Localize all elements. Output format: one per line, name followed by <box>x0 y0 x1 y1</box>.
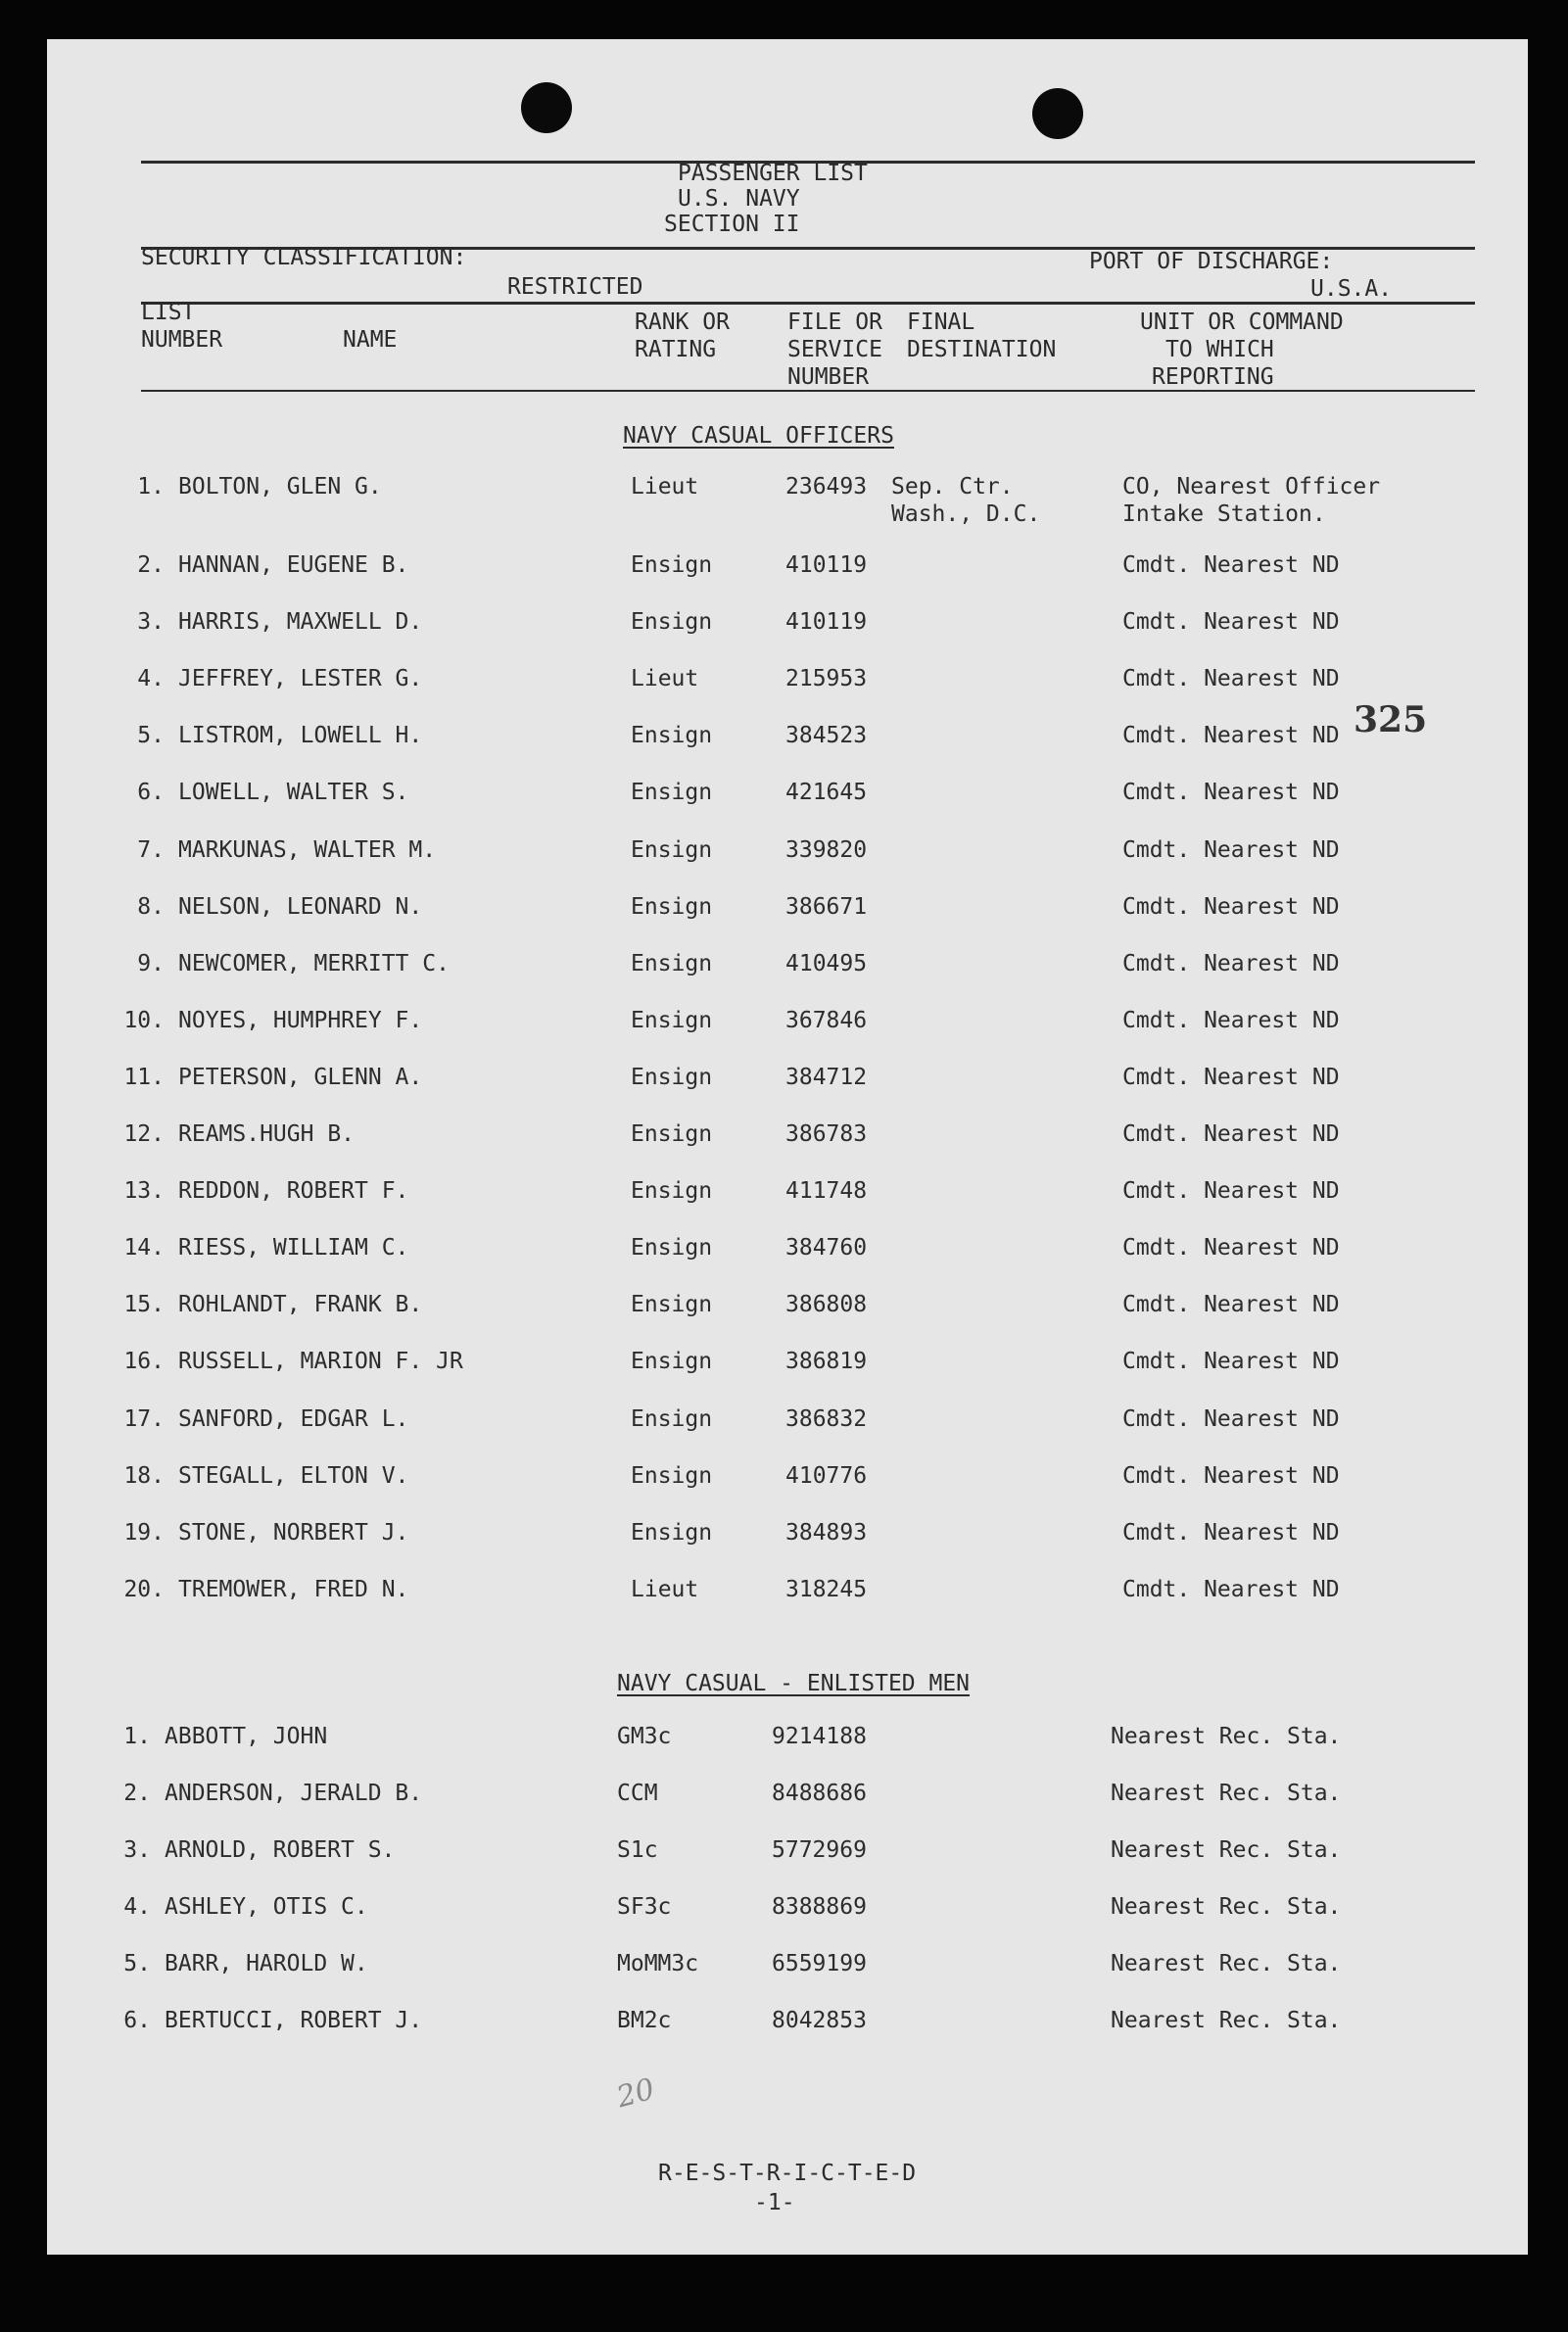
row-unit: Nearest Rec. Sta. <box>1111 1894 1342 1920</box>
row-name: LOWELL, WALTER S. <box>178 780 409 805</box>
row-unit: Nearest Rec. Sta. <box>1111 1837 1342 1863</box>
document-page <box>47 39 1528 2255</box>
row-rank: SF3c <box>617 1894 672 1920</box>
row-unit: Cmdt. Nearest ND <box>1122 837 1340 863</box>
row-number: 12. <box>123 1121 165 1147</box>
row-name: PETERSON, GLENN A. <box>178 1065 423 1090</box>
row-number: 13. <box>123 1178 165 1204</box>
row-unit: Nearest Rec. Sta. <box>1111 1781 1342 1806</box>
row-number: 5. <box>123 1951 151 1976</box>
row-file-number: 9214188 <box>772 1724 867 1749</box>
row-name: ABBOTT, JOHN <box>165 1724 328 1749</box>
row-number: 14. <box>123 1235 165 1261</box>
row-file-number: 6559199 <box>772 1951 867 1976</box>
table-row <box>47 721 1528 760</box>
row-number: 1. <box>137 474 165 500</box>
row-unit: Cmdt. Nearest ND <box>1122 1577 1340 1602</box>
row-rank: Ensign <box>631 723 713 748</box>
table-row <box>47 550 1528 590</box>
row-number: 6. <box>137 780 165 805</box>
row-unit: Nearest Rec. Sta. <box>1111 1724 1342 1749</box>
row-number: 9. <box>137 951 165 976</box>
row-unit: Cmdt. Nearest ND <box>1122 609 1340 635</box>
row-file-number: 8488686 <box>772 1781 867 1806</box>
row-number: 18. <box>123 1463 165 1489</box>
row-name: LISTROM, LOWELL H. <box>178 723 423 748</box>
row-number: 15. <box>123 1292 165 1317</box>
col-rank-1: RANK OR <box>635 309 730 335</box>
row-rank: BM2c <box>617 2008 672 2033</box>
row-name: HANNAN, EUGENE B. <box>178 552 409 578</box>
row-rank: Ensign <box>631 552 713 578</box>
col-unit-1: UNIT OR COMMAND <box>1140 309 1344 335</box>
row-file-number: 411748 <box>785 1178 868 1204</box>
row-file-number: 367846 <box>785 1008 868 1033</box>
table-row <box>47 1290 1528 1329</box>
row-unit: Cmdt. Nearest ND <box>1122 1520 1340 1546</box>
row-rank: Ensign <box>631 951 713 976</box>
row-file-number: 386783 <box>785 1121 868 1147</box>
row-number: 17. <box>123 1406 165 1432</box>
row-destination-line-1: Sep. Ctr. <box>891 474 1014 500</box>
row-name: REAMS.HUGH B. <box>178 1121 356 1147</box>
table-row <box>47 1835 1528 1875</box>
stamp-number: 325 <box>1354 699 1428 740</box>
row-file-number: 236493 <box>785 474 868 500</box>
row-name: JEFFREY, LESTER G. <box>178 666 423 691</box>
punch-hole-left <box>521 82 572 133</box>
row-file-number: 386808 <box>785 1292 868 1317</box>
row-file-number: 410495 <box>785 951 868 976</box>
row-unit: Cmdt. Nearest ND <box>1122 894 1340 920</box>
table-row <box>47 1722 1528 1761</box>
table-row <box>47 1404 1528 1444</box>
table-row <box>47 1063 1528 1102</box>
table-row <box>47 1575 1528 1614</box>
row-rank: Ensign <box>631 1463 713 1489</box>
col-list-number-2: NUMBER <box>141 327 223 353</box>
row-name: STEGALL, ELTON V. <box>178 1463 409 1489</box>
row-name: NOYES, HUMPHREY F. <box>178 1008 423 1033</box>
col-file-1: FILE OR <box>787 309 882 335</box>
row-unit: Cmdt. Nearest ND <box>1122 1406 1340 1432</box>
row-rank: Ensign <box>631 780 713 805</box>
title-line-3: SECTION II <box>664 212 800 237</box>
row-name: ANDERSON, JERALD B. <box>165 1781 423 1806</box>
header-rule <box>141 302 1475 305</box>
row-unit-line-2: Intake Station. <box>1122 501 1326 527</box>
row-unit: Cmdt. Nearest ND <box>1122 1463 1340 1489</box>
table-row <box>47 1006 1528 1045</box>
row-unit: Cmdt. Nearest ND <box>1122 1008 1340 1033</box>
punch-hole-right <box>1032 88 1083 139</box>
row-unit: CO, Nearest Officer <box>1122 474 1381 500</box>
row-rank: Lieut <box>631 1577 699 1602</box>
row-file-number: 215953 <box>785 666 868 691</box>
row-file-number: 384523 <box>785 723 868 748</box>
row-file-number: 384760 <box>785 1235 868 1261</box>
row-rank: Ensign <box>631 894 713 920</box>
row-name: NELSON, LEONARD N. <box>178 894 423 920</box>
row-file-number: 386832 <box>785 1406 868 1432</box>
col-name: NAME <box>343 327 398 353</box>
port-of-discharge-value: U.S.A. <box>1310 276 1393 302</box>
row-file-number: 339820 <box>785 837 868 863</box>
row-rank: S1c <box>617 1837 658 1863</box>
row-unit: Cmdt. Nearest ND <box>1122 552 1340 578</box>
row-number: 3. <box>123 1837 151 1863</box>
col-file-3: NUMBER <box>787 364 870 390</box>
col-unit-3: REPORTING <box>1152 364 1274 390</box>
row-file-number: 318245 <box>785 1577 868 1602</box>
row-unit: Cmdt. Nearest ND <box>1122 1065 1340 1090</box>
row-number: 6. <box>123 2008 151 2033</box>
row-name: ASHLEY, OTIS C. <box>165 1894 368 1920</box>
title-line-1: PASSENGER LIST <box>678 161 868 186</box>
row-file-number: 8042853 <box>772 2008 867 2033</box>
row-rank: Ensign <box>631 1008 713 1033</box>
row-name: BOLTON, GLEN G. <box>178 474 382 500</box>
table-row <box>47 1119 1528 1159</box>
row-number: 2. <box>123 1781 151 1806</box>
row-name: ARNOLD, ROBERT S. <box>165 1837 396 1863</box>
row-rank: CCM <box>617 1781 658 1806</box>
row-file-number: 386671 <box>785 894 868 920</box>
row-rank: Ensign <box>631 837 713 863</box>
officers-heading: NAVY CASUAL OFFICERS <box>623 423 894 449</box>
row-number: 1. <box>123 1724 151 1749</box>
security-classification-label: SECURITY CLASSIFICATION: <box>141 245 467 270</box>
table-row <box>47 1176 1528 1215</box>
row-name: RUSSELL, MARION F. JR <box>178 1349 463 1374</box>
row-number: 11. <box>123 1065 165 1090</box>
col-rank-2: RATING <box>635 337 717 362</box>
table-row <box>47 2006 1528 2045</box>
row-file-number: 386819 <box>785 1349 868 1374</box>
table-row <box>47 835 1528 875</box>
row-file-number: 410119 <box>785 552 868 578</box>
row-rank: Ensign <box>631 1349 713 1374</box>
row-name: TREMOWER, FRED N. <box>178 1577 409 1602</box>
handwritten-note: 20 <box>613 2071 659 2116</box>
table-row <box>47 664 1528 703</box>
row-number: 8. <box>137 894 165 920</box>
row-rank: Ensign <box>631 1121 713 1147</box>
footer-classification: R-E-S-T-R-I-C-T-E-D <box>658 2161 917 2186</box>
row-file-number: 8388869 <box>772 1894 867 1920</box>
row-unit: Cmdt. Nearest ND <box>1122 951 1340 976</box>
row-unit: Cmdt. Nearest ND <box>1122 723 1340 748</box>
row-rank: Ensign <box>631 1292 713 1317</box>
row-number: 10. <box>123 1008 165 1033</box>
row-file-number: 384893 <box>785 1520 868 1546</box>
security-classification-value: RESTRICTED <box>507 274 643 300</box>
table-row <box>47 1949 1528 1988</box>
table-row <box>47 1892 1528 1931</box>
row-rank: Ensign <box>631 1235 713 1261</box>
table-row <box>47 1518 1528 1557</box>
row-name: RIESS, WILLIAM C. <box>178 1235 409 1261</box>
row-unit: Cmdt. Nearest ND <box>1122 1121 1340 1147</box>
row-rank: Ensign <box>631 609 713 635</box>
row-rank: Ensign <box>631 1406 713 1432</box>
row-name: MARKUNAS, WALTER M. <box>178 837 437 863</box>
row-rank: Ensign <box>631 1065 713 1090</box>
footer-page-number: -1- <box>754 2190 795 2215</box>
table-row <box>47 892 1528 931</box>
row-rank: MoMM3c <box>617 1951 699 1976</box>
table-row <box>47 949 1528 988</box>
row-unit: Cmdt. Nearest ND <box>1122 1235 1340 1261</box>
row-rank: Lieut <box>631 666 699 691</box>
table-row <box>47 1233 1528 1272</box>
row-number: 4. <box>123 1894 151 1920</box>
col-list-number-1: LIST <box>141 300 196 325</box>
row-unit: Cmdt. Nearest ND <box>1122 666 1340 691</box>
row-name: BARR, HAROLD W. <box>165 1951 368 1976</box>
row-number: 4. <box>137 666 165 691</box>
row-number: 20. <box>123 1577 165 1602</box>
row-number: 3. <box>137 609 165 635</box>
table-row <box>47 1347 1528 1386</box>
row-file-number: 410119 <box>785 609 868 635</box>
col-destination-2: DESTINATION <box>907 337 1057 362</box>
col-file-2: SERVICE <box>787 337 882 362</box>
row-unit: Nearest Rec. Sta. <box>1111 2008 1342 2033</box>
table-row <box>47 1779 1528 1818</box>
row-file-number: 421645 <box>785 780 868 805</box>
row-file-number: 384712 <box>785 1065 868 1090</box>
row-number: 5. <box>137 723 165 748</box>
col-unit-2: TO WHICH <box>1165 337 1274 362</box>
row-rank: GM3c <box>617 1724 672 1749</box>
columns-rule <box>141 390 1475 392</box>
row-unit: Nearest Rec. Sta. <box>1111 1951 1342 1976</box>
row-number: 19. <box>123 1520 165 1546</box>
row-rank: Lieut <box>631 474 699 500</box>
row-unit: Cmdt. Nearest ND <box>1122 1292 1340 1317</box>
row-file-number: 5772969 <box>772 1837 867 1863</box>
table-row <box>47 1461 1528 1500</box>
row-name: STONE, NORBERT J. <box>178 1520 409 1546</box>
row-rank: Ensign <box>631 1178 713 1204</box>
table-row <box>47 472 1528 527</box>
table-row <box>47 778 1528 817</box>
title-line-2: U.S. NAVY <box>678 186 800 212</box>
row-number: 7. <box>137 837 165 863</box>
row-unit: Cmdt. Nearest ND <box>1122 1178 1340 1204</box>
row-unit: Cmdt. Nearest ND <box>1122 1349 1340 1374</box>
row-destination-line-2: Wash., D.C. <box>891 501 1041 527</box>
col-destination-1: FINAL <box>907 309 975 335</box>
row-name: ROHLANDT, FRANK B. <box>178 1292 423 1317</box>
row-name: SANFORD, EDGAR L. <box>178 1406 409 1432</box>
enlisted-heading: NAVY CASUAL - ENLISTED MEN <box>617 1671 971 1696</box>
row-file-number: 410776 <box>785 1463 868 1489</box>
row-unit: Cmdt. Nearest ND <box>1122 780 1340 805</box>
port-of-discharge-label: PORT OF DISCHARGE: <box>1089 249 1334 274</box>
row-name: NEWCOMER, MERRITT C. <box>178 951 450 976</box>
row-rank: Ensign <box>631 1520 713 1546</box>
row-name: BERTUCCI, ROBERT J. <box>165 2008 423 2033</box>
row-number: 2. <box>137 552 165 578</box>
row-number: 16. <box>123 1349 165 1374</box>
row-name: HARRIS, MAXWELL D. <box>178 609 423 635</box>
row-name: REDDON, ROBERT F. <box>178 1178 409 1204</box>
table-row <box>47 607 1528 646</box>
